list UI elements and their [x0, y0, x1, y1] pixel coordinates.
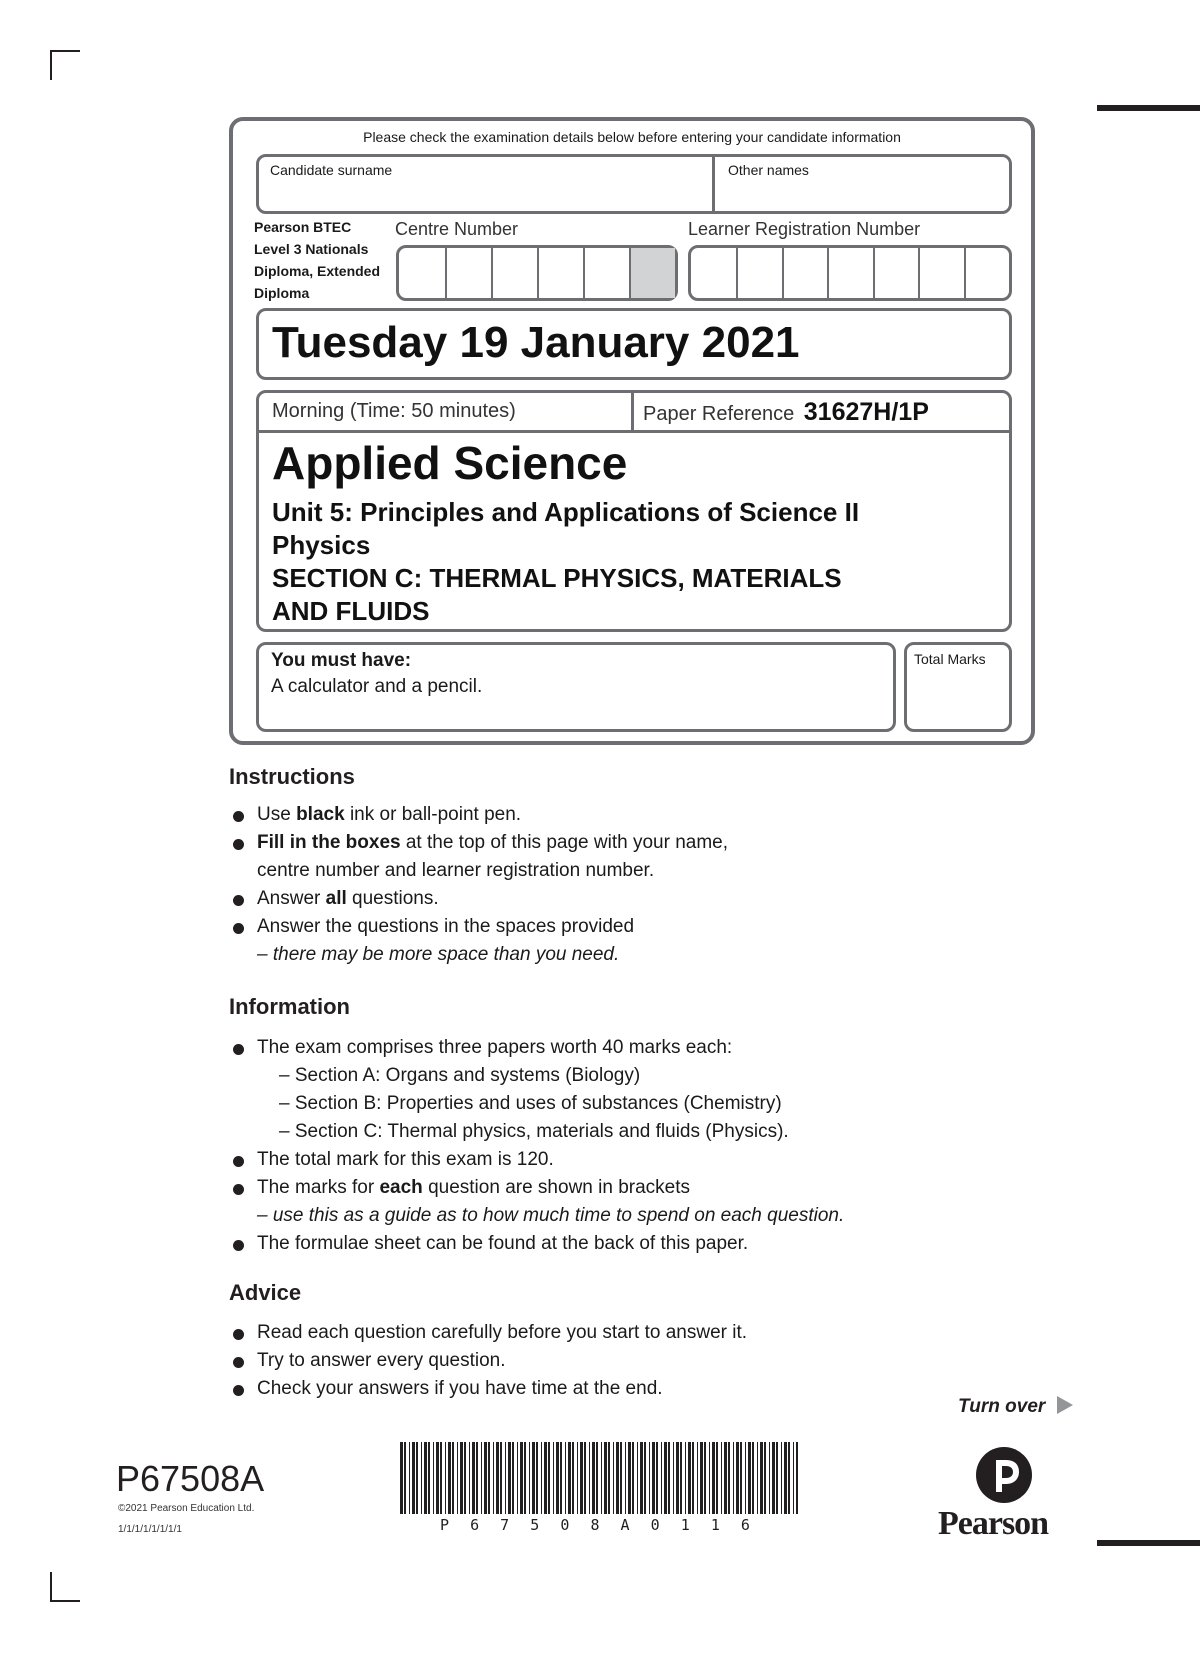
barcode-bar — [793, 1442, 794, 1514]
barcode-bar — [772, 1442, 775, 1514]
barcode-bar — [577, 1442, 578, 1514]
learner-registration-field[interactable] — [688, 245, 1012, 301]
barcode-bar — [440, 1442, 442, 1514]
barcode-bar — [508, 1442, 511, 1514]
turn-over-label: Turn over — [958, 1396, 1046, 1417]
barcode-bar — [685, 1442, 686, 1514]
qualification-line: Diploma, Extended — [254, 263, 381, 279]
strand-line: Physics — [272, 530, 371, 560]
barcode-bar — [565, 1442, 566, 1514]
barcode-bar — [496, 1442, 499, 1514]
barcode-bar — [652, 1442, 655, 1514]
barcode-bar — [764, 1442, 766, 1514]
barcode-bar — [580, 1442, 583, 1514]
must-have-text: A calculator and a pencil. — [271, 676, 483, 697]
name-divider — [712, 157, 715, 211]
barcode-bar — [640, 1442, 643, 1514]
centre-digit-box[interactable] — [399, 248, 445, 298]
barcode-bar — [520, 1442, 523, 1514]
barcode-bar — [421, 1442, 422, 1514]
qualification-line: Level 3 Nationals — [254, 241, 369, 257]
barcode-bar — [469, 1442, 470, 1514]
check-note: Please check the examination details below before entering your candidate information — [363, 129, 901, 145]
subject-title: Applied Science — [272, 437, 628, 489]
other-names-field[interactable] — [720, 182, 1006, 210]
unit-line: Unit 5: Principles and Applications of Science II — [272, 497, 860, 527]
barcode-bar — [556, 1442, 559, 1514]
barcode-bar — [488, 1442, 490, 1514]
exam-date: Tuesday 19 January 2021 — [272, 318, 800, 367]
barcode — [400, 1442, 798, 1520]
barcode-bar — [428, 1442, 430, 1514]
centre-number-field[interactable] — [396, 245, 678, 301]
list-item: Answer the questions in the spaces provided – there may be more space than you need. — [229, 913, 1049, 969]
barcode-bar — [733, 1442, 734, 1514]
barcode-bar — [776, 1442, 778, 1514]
barcode-text: P 6 7 5 0 8 A 0 1 1 6 — [440, 1516, 751, 1534]
barcode-bar — [712, 1442, 715, 1514]
centre-digit-box[interactable] — [537, 248, 583, 298]
barcode-bar — [584, 1442, 586, 1514]
barcode-bar — [560, 1442, 562, 1514]
learner-digit-box[interactable] — [827, 248, 872, 298]
barcode-bar — [628, 1442, 631, 1514]
list-item: Answer all questions. — [229, 885, 1049, 913]
information-heading: Information — [229, 994, 350, 1019]
barcode-bar — [529, 1442, 530, 1514]
barcode-bar — [728, 1442, 730, 1514]
barcode-bar — [448, 1442, 451, 1514]
barcode-bar — [608, 1442, 610, 1514]
barcode-bar — [445, 1442, 446, 1514]
triangle-right-icon — [1057, 1396, 1073, 1414]
turn-over — [958, 1396, 1073, 1418]
pearson-logo-icon — [975, 1445, 1033, 1505]
barcode-bar — [412, 1442, 415, 1514]
other-names-label: Other names — [728, 162, 809, 178]
barcode-bar — [620, 1442, 622, 1514]
list-item: Read each question carefully before you start to answer it. — [229, 1319, 1049, 1347]
learner-digit-box[interactable] — [873, 248, 918, 298]
paper-code: P67508A — [116, 1458, 265, 1499]
barcode-bar — [661, 1442, 662, 1514]
barcode-bar — [692, 1442, 694, 1514]
centre-digit-box[interactable] — [445, 248, 491, 298]
barcode-bar — [716, 1442, 718, 1514]
barcode-bar — [745, 1442, 746, 1514]
unit-title — [272, 496, 859, 628]
barcode-bar — [757, 1442, 758, 1514]
barcode-bar — [616, 1442, 619, 1514]
barcode-bar — [637, 1442, 638, 1514]
section-item: – Section C: Thermal physics, materials and fluids (Physics). — [279, 1121, 789, 1142]
list-item: Fill in the boxes at the top of this page with your name, centre number and learner registration number. — [229, 829, 1049, 885]
print-code: 1/1/1/1/1/1/1/1 — [118, 1524, 182, 1535]
centre-number-label: Centre Number — [395, 219, 519, 239]
barcode-bar — [524, 1442, 526, 1514]
barcode-bar — [436, 1442, 439, 1514]
centre-digit-box[interactable] — [583, 248, 629, 298]
barcode-bar — [404, 1442, 406, 1514]
barcode-bar — [700, 1442, 703, 1514]
barcode-bar — [656, 1442, 658, 1514]
barcode-bar — [409, 1442, 410, 1514]
candidate-surname-label: Candidate surname — [270, 162, 393, 178]
barcode-bar — [544, 1442, 547, 1514]
crop-mark-top-left-v — [50, 50, 52, 80]
section-item: – Section A: Organs and systems (Biology) — [279, 1065, 641, 1086]
learner-digit-box[interactable] — [782, 248, 827, 298]
crop-mark-bottom-left-h — [50, 1600, 80, 1602]
learner-digit-box[interactable] — [736, 248, 781, 298]
copyright: ©2021 Pearson Education Ltd. — [118, 1503, 255, 1514]
centre-digit-box[interactable] — [491, 248, 537, 298]
barcode-bar — [500, 1442, 502, 1514]
barcode-bar — [416, 1442, 418, 1514]
barcode-bar — [680, 1442, 682, 1514]
barcode-bar — [604, 1442, 607, 1514]
pearson-wordmark: Pearson — [938, 1505, 1049, 1542]
barcode-bar — [433, 1442, 434, 1514]
paper-reference-label: Paper Reference — [643, 403, 795, 425]
session-text: Morning (Time: 50 minutes) — [272, 400, 516, 422]
list-item: The formulae sheet can be found at the back of this paper. — [229, 1230, 1069, 1258]
barcode-bar — [632, 1442, 634, 1514]
barcode-bar — [493, 1442, 494, 1514]
barcode-bar — [709, 1442, 710, 1514]
barcode-bar — [704, 1442, 706, 1514]
barcode-bar — [532, 1442, 535, 1514]
barcode-bar — [460, 1442, 463, 1514]
barcode-bar — [484, 1442, 487, 1514]
barcode-bar — [736, 1442, 739, 1514]
barcode-bar — [464, 1442, 466, 1514]
barcode-bar — [668, 1442, 670, 1514]
barcode-bar — [553, 1442, 554, 1514]
barcode-bar — [748, 1442, 751, 1514]
barcode-bar — [760, 1442, 763, 1514]
barcode-bar — [688, 1442, 691, 1514]
barcode-bar — [596, 1442, 598, 1514]
instructions-heading: Instructions — [229, 764, 355, 789]
qualification-line: Diploma — [254, 285, 310, 301]
barcode-bar — [697, 1442, 698, 1514]
advice-heading: Advice — [229, 1280, 302, 1305]
list-item: Check your answers if you have time at the end. — [229, 1375, 1049, 1403]
barcode-bar — [572, 1442, 574, 1514]
barcode-bar — [796, 1442, 798, 1514]
barcode-bar — [536, 1442, 538, 1514]
section-item: – Section B: Properties and uses of substances (Chemistry) — [279, 1093, 782, 1114]
barcode-bar — [452, 1442, 454, 1514]
list-item: The exam comprises three papers worth 40 marks each: – Section A: Organs and systems (Biology) – Section B: Properties and uses of substances (Chemistry) – Section C: Thermal physics, materials and fluids (Physics). — [229, 1034, 1069, 1146]
barcode-bar — [781, 1442, 782, 1514]
list-item: Use black ink or ball-point pen. — [229, 801, 1049, 829]
learner-digit-box[interactable] — [691, 248, 736, 298]
barcode-bar — [721, 1442, 722, 1514]
barcode-bar — [481, 1442, 482, 1514]
barcode-bar — [724, 1442, 727, 1514]
total-marks-label: Total Marks — [914, 651, 986, 667]
paper-reference-code: 31627H/1P — [803, 398, 929, 426]
information-list — [229, 1034, 1069, 1258]
barcode-bar — [644, 1442, 646, 1514]
list-item: The marks for each question are shown in brackets – use this as a guide as to how much time to spend on each question. — [229, 1174, 1069, 1230]
list-item: The total mark for this exam is 120. — [229, 1146, 1069, 1174]
barcode-bar — [601, 1442, 602, 1514]
centre-digit-box-shaded — [629, 248, 675, 298]
learner-digit-box[interactable] — [964, 248, 1009, 298]
barcode-bar — [676, 1442, 679, 1514]
advice-list — [229, 1319, 1049, 1403]
barcode-bar — [784, 1442, 787, 1514]
crop-mark-top-left-h — [50, 50, 80, 52]
barcode-bar — [673, 1442, 674, 1514]
barcode-bar — [472, 1442, 475, 1514]
edge-bar-bottom-right — [1097, 1540, 1200, 1546]
barcode-bar — [664, 1442, 667, 1514]
barcode-bar — [649, 1442, 650, 1514]
session-row-divider — [259, 430, 1009, 433]
barcode-bar — [769, 1442, 770, 1514]
instructions-list — [229, 801, 1049, 969]
barcode-bar — [505, 1442, 506, 1514]
qualification-label — [254, 216, 380, 304]
learner-digit-box[interactable] — [918, 248, 963, 298]
learner-registration-label: Learner Registration Number — [688, 219, 921, 239]
barcode-bar — [541, 1442, 542, 1514]
barcode-bar — [517, 1442, 518, 1514]
qualification-line: Pearson BTEC — [254, 219, 352, 235]
barcode-bar — [548, 1442, 550, 1514]
barcode-bar — [752, 1442, 754, 1514]
crop-mark-bottom-left-v — [50, 1572, 52, 1602]
barcode-bar — [476, 1442, 478, 1514]
candidate-surname-field[interactable] — [262, 182, 706, 210]
barcode-bar — [592, 1442, 595, 1514]
barcode-bar — [512, 1442, 514, 1514]
barcode-bar — [400, 1442, 403, 1514]
list-item: Try to answer every question. — [229, 1347, 1049, 1375]
paper-reference — [643, 398, 929, 427]
barcode-bar — [568, 1442, 571, 1514]
barcode-bar — [457, 1442, 458, 1514]
session-col-divider — [631, 393, 634, 431]
barcode-bar — [589, 1442, 590, 1514]
section-line: AND FLUIDS — [272, 596, 430, 626]
barcode-bar — [788, 1442, 790, 1514]
barcode-bar — [424, 1442, 427, 1514]
edge-bar-top-right — [1097, 105, 1200, 111]
barcode-bar — [740, 1442, 742, 1514]
barcode-bar — [613, 1442, 614, 1514]
barcode-bar — [625, 1442, 626, 1514]
section-line: SECTION C: THERMAL PHYSICS, MATERIALS — [272, 563, 842, 593]
must-have-label: You must have: — [271, 650, 412, 671]
